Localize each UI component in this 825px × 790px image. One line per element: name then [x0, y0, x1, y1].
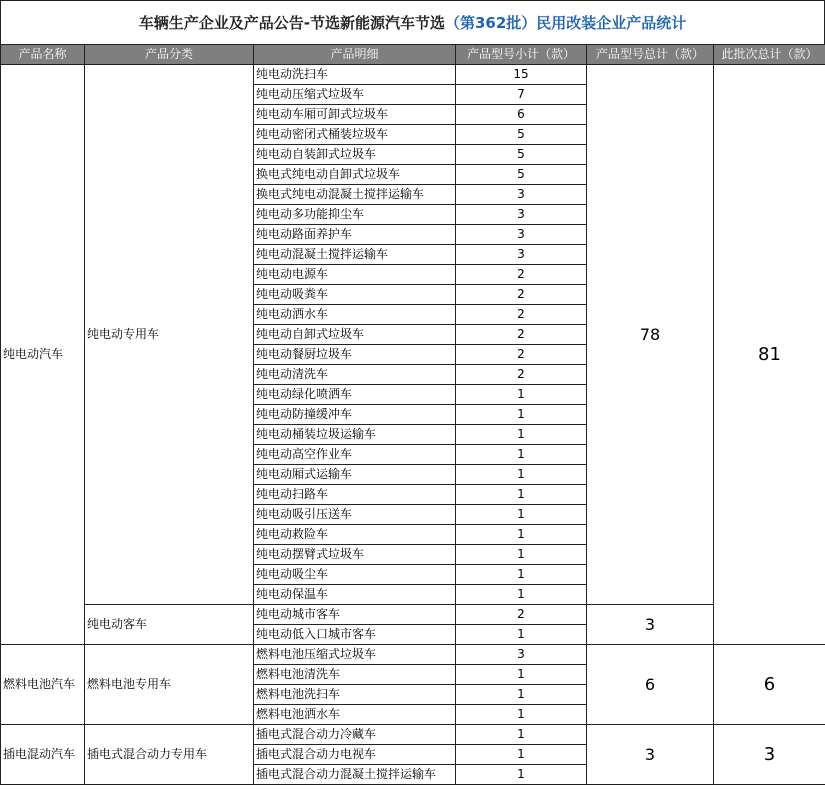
subtotal-cell: 2 — [456, 305, 587, 325]
header-product-detail: 产品明细 — [254, 45, 456, 65]
header-model-total: 产品型号总计（款） — [587, 45, 714, 65]
subtotal-cell: 3 — [456, 185, 587, 205]
subtotal-cell: 1 — [456, 545, 587, 565]
subtotal-cell: 5 — [456, 145, 587, 165]
subtotal-cell: 1 — [456, 485, 587, 505]
header-product-category: 产品分类 — [85, 45, 254, 65]
category-cell: 纯电动专用车 — [85, 65, 254, 605]
category-cell: 纯电动客车 — [85, 605, 254, 645]
subtotal-cell: 3 — [456, 245, 587, 265]
detail-cell: 插电式混合动力冷藏车 — [254, 725, 456, 745]
subtotal-cell: 1 — [456, 585, 587, 605]
model-total-cell: 6 — [587, 645, 714, 725]
subtotal-cell: 1 — [456, 385, 587, 405]
subtotal-cell: 5 — [456, 125, 587, 145]
table-row — [1, 725, 825, 745]
category-cell: 插电式混合动力专用车 — [85, 725, 254, 785]
model-total-cell: 78 — [587, 65, 714, 605]
detail-cell: 纯电动吸尘车 — [254, 565, 456, 585]
detail-cell: 纯电动扫路车 — [254, 485, 456, 505]
detail-cell: 纯电动洒水车 — [254, 305, 456, 325]
title-highlight: （第362批）民用改装企业产品统计 — [444, 14, 687, 32]
title-main: 车辆生产企业及产品公告-节选新能源汽车节选 — [138, 14, 445, 32]
detail-cell: 纯电动防撞缓冲车 — [254, 405, 456, 425]
detail-cell: 纯电动清洗车 — [254, 365, 456, 385]
detail-cell: 纯电动保温车 — [254, 585, 456, 605]
detail-cell: 纯电动电源车 — [254, 265, 456, 285]
product-name-cell: 燃料电池汽车 — [1, 645, 85, 725]
subtotal-cell: 15 — [456, 65, 587, 85]
subtotal-cell: 2 — [456, 605, 587, 625]
subtotal-cell: 6 — [456, 105, 587, 125]
batch-total-cell: 81 — [714, 65, 825, 645]
detail-cell: 纯电动自装卸式垃圾车 — [254, 145, 456, 165]
subtotal-cell: 3 — [456, 645, 587, 665]
subtotal-cell: 2 — [456, 365, 587, 385]
detail-cell: 纯电动吸粪车 — [254, 285, 456, 305]
table-row — [1, 645, 825, 665]
subtotal-cell: 1 — [456, 465, 587, 485]
detail-cell: 纯电动救险车 — [254, 525, 456, 545]
header-product-name: 产品名称 — [1, 45, 85, 65]
subtotal-cell: 1 — [456, 665, 587, 685]
subtotal-cell: 1 — [456, 765, 587, 785]
subtotal-cell: 3 — [456, 225, 587, 245]
product-name-cell: 纯电动汽车 — [1, 65, 85, 645]
subtotal-cell: 1 — [456, 725, 587, 745]
detail-cell: 纯电动厢式运输车 — [254, 465, 456, 485]
subtotal-cell: 1 — [456, 685, 587, 705]
table-row — [1, 65, 825, 85]
subtotal-cell: 2 — [456, 285, 587, 305]
subtotal-cell: 5 — [456, 165, 587, 185]
detail-cell: 插电式混合动力混凝土搅拌运输车 — [254, 765, 456, 785]
detail-cell: 纯电动摆臂式垃圾车 — [254, 545, 456, 565]
model-total-cell: 3 — [587, 725, 714, 785]
detail-cell: 换电式纯电动混凝土搅拌运输车 — [254, 185, 456, 205]
model-total-cell: 3 — [587, 605, 714, 645]
detail-cell: 纯电动多功能抑尘车 — [254, 205, 456, 225]
detail-cell: 插电式混合动力电视车 — [254, 745, 456, 765]
detail-cell: 纯电动低入口城市客车 — [254, 625, 456, 645]
product-stats-table — [0, 44, 825, 785]
detail-cell: 纯电动路面养护车 — [254, 225, 456, 245]
subtotal-cell: 1 — [456, 505, 587, 525]
header-row — [1, 45, 825, 65]
detail-cell: 换电式纯电动自卸式垃圾车 — [254, 165, 456, 185]
detail-cell: 纯电动餐厨垃圾车 — [254, 345, 456, 365]
table-body — [1, 65, 825, 785]
header-batch-total: 此批次总计（款） — [714, 45, 825, 65]
detail-cell: 纯电动自卸式垃圾车 — [254, 325, 456, 345]
subtotal-cell: 1 — [456, 625, 587, 645]
subtotal-cell: 2 — [456, 345, 587, 365]
category-cell: 燃料电池专用车 — [85, 645, 254, 725]
detail-cell: 纯电动高空作业车 — [254, 445, 456, 465]
detail-cell: 纯电动洗扫车 — [254, 65, 456, 85]
detail-cell: 纯电动混凝土搅拌运输车 — [254, 245, 456, 265]
detail-cell: 纯电动吸引压送车 — [254, 505, 456, 525]
table-title — [0, 0, 825, 44]
subtotal-cell: 3 — [456, 205, 587, 225]
subtotal-cell: 1 — [456, 565, 587, 585]
detail-cell: 纯电动密闭式桶装垃圾车 — [254, 125, 456, 145]
detail-cell: 燃料电池清洗车 — [254, 665, 456, 685]
subtotal-cell: 1 — [456, 405, 587, 425]
detail-cell: 纯电动绿化喷洒车 — [254, 385, 456, 405]
product-name-cell: 插电混动汽车 — [1, 725, 85, 785]
header-model-subtotal: 产品型号小计（款） — [456, 45, 587, 65]
detail-cell: 燃料电池压缩式垃圾车 — [254, 645, 456, 665]
subtotal-cell: 2 — [456, 325, 587, 345]
detail-cell: 纯电动城市客车 — [254, 605, 456, 625]
subtotal-cell: 7 — [456, 85, 587, 105]
detail-cell: 燃料电池洗扫车 — [254, 685, 456, 705]
batch-total-cell: 6 — [714, 645, 825, 725]
subtotal-cell: 1 — [456, 705, 587, 725]
table-row — [1, 605, 825, 625]
subtotal-cell: 1 — [456, 425, 587, 445]
batch-total-cell: 3 — [714, 725, 825, 785]
detail-cell: 纯电动压缩式垃圾车 — [254, 85, 456, 105]
detail-cell: 纯电动桶装垃圾运输车 — [254, 425, 456, 445]
detail-cell: 燃料电池洒水车 — [254, 705, 456, 725]
subtotal-cell: 2 — [456, 265, 587, 285]
subtotal-cell: 1 — [456, 445, 587, 465]
detail-cell: 纯电动车厢可卸式垃圾车 — [254, 105, 456, 125]
subtotal-cell: 1 — [456, 745, 587, 765]
subtotal-cell: 1 — [456, 525, 587, 545]
